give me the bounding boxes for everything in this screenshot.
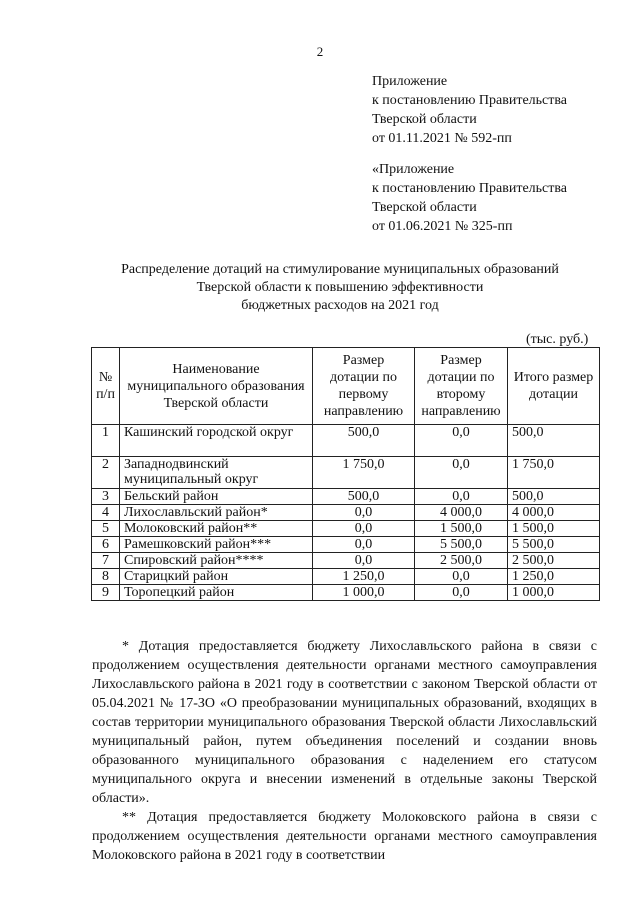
page-number: 2 (316, 44, 324, 59)
cell-second: 0,0 (415, 425, 508, 457)
cell-num: 3 (92, 489, 120, 505)
document-title (70, 261, 610, 315)
table-row (92, 489, 600, 505)
title-line: Тверской области к повышению эффективности (196, 280, 484, 295)
cell-total: 1 250,0 (508, 569, 600, 585)
cell-second: 2 500,0 (415, 553, 508, 569)
cell-first: 0,0 (313, 521, 415, 537)
cell-name: Кашинский городской округ (120, 425, 313, 457)
annex-original (372, 160, 567, 236)
table-row (92, 537, 600, 553)
table-row (92, 457, 600, 489)
annex-current (372, 72, 567, 148)
footnote-2: ** Дотация предоставляется бюджету Молоковского района в связи с продолжением осуществления деятельности органами местного самоуправления Молоковского района в 2021 году в соответствии (92, 810, 597, 863)
cell-total: 2 500,0 (508, 553, 600, 569)
annex-original-line: Тверской области (372, 200, 477, 215)
table-header-row (92, 348, 600, 425)
cell-num: 2 (92, 457, 120, 489)
table-row (92, 425, 600, 457)
cell-total: 1 750,0 (508, 457, 600, 489)
cell-total: 500,0 (508, 425, 600, 457)
cell-second: 0,0 (415, 569, 508, 585)
cell-first: 1 250,0 (313, 569, 415, 585)
header-num: № п/п (92, 348, 120, 425)
annex-current-line: к постановлению Правительства (372, 93, 568, 108)
table-row (92, 585, 600, 601)
cell-name: Западнодвинский муниципальный округ (120, 457, 313, 489)
annex-original-line: к постановлению Правительства (372, 181, 568, 196)
cell-name: Бельский район (120, 489, 313, 505)
header-total: Итого размер дотации (508, 348, 600, 425)
cell-num: 5 (92, 521, 120, 537)
cell-second: 0,0 (415, 585, 508, 601)
cell-second: 4 000,0 (415, 505, 508, 521)
cell-total: 5 500,0 (508, 537, 600, 553)
cell-first: 1 750,0 (313, 457, 415, 489)
annex-current-line: Приложение (372, 74, 448, 89)
header-first: Размер дотации по первому направлению (313, 348, 415, 425)
header-second: Размер дотации по второму направлению (415, 348, 508, 425)
cell-total: 4 000,0 (508, 505, 600, 521)
cell-name: Рамешковский район*** (120, 537, 313, 553)
annex-original-line: от 01.06.2021 № 325-пп (372, 219, 513, 234)
table-row (92, 569, 600, 585)
subsidy-table (91, 347, 600, 601)
cell-num: 1 (92, 425, 120, 457)
units-label: (тыс. руб.) (526, 332, 589, 347)
cell-name: Спировский район**** (120, 553, 313, 569)
cell-first: 1 000,0 (313, 585, 415, 601)
cell-num: 8 (92, 569, 120, 585)
cell-second: 0,0 (415, 489, 508, 505)
cell-second: 5 500,0 (415, 537, 508, 553)
cell-first: 0,0 (313, 505, 415, 521)
cell-num: 6 (92, 537, 120, 553)
cell-name: Лихославльский район* (120, 505, 313, 521)
annex-original-line: «Приложение (372, 162, 455, 177)
header-name: Наименование муниципального образования Тверской области (120, 348, 313, 425)
cell-second: 1 500,0 (415, 521, 508, 537)
cell-name: Торопецкий район (120, 585, 313, 601)
table-row (92, 521, 600, 537)
cell-num: 4 (92, 505, 120, 521)
footnote-1: * Дотация предоставляется бюджету Лихославльского района в связи с продолжением осуществления деятельности органами местного самоуправления Лихославльского района в 2021 году в соответствии с законом Тверской области от 05.04.2021 № 17-ЗО «О преобразовании муниципальных образований, входящих в состав территории муниципального образования Тверской области Лихославльский муниципальный район, путем объединения поселений и создании вновь образованного муниципального образования с наделением его статусом муниципального округа и внесении изменений в отдельные законы Тверской области». (92, 639, 597, 806)
cell-second: 0,0 (415, 457, 508, 489)
cell-num: 9 (92, 585, 120, 601)
cell-total: 500,0 (508, 489, 600, 505)
cell-first: 0,0 (313, 537, 415, 553)
annex-current-line: от 01.11.2021 № 592-пп (372, 131, 512, 146)
cell-name: Молоковский район** (120, 521, 313, 537)
cell-first: 500,0 (313, 489, 415, 505)
annex-current-line: Тверской области (372, 112, 477, 127)
title-line: Распределение дотаций на стимулирование муниципальных образований (121, 262, 559, 277)
cell-name: Старицкий район (120, 569, 313, 585)
cell-total: 1 500,0 (508, 521, 600, 537)
table-row (92, 505, 600, 521)
table-row (92, 553, 600, 569)
cell-first: 500,0 (313, 425, 415, 457)
cell-first: 0,0 (313, 553, 415, 569)
cell-num: 7 (92, 553, 120, 569)
title-line: бюджетных расходов на 2021 год (241, 298, 439, 313)
cell-total: 1 000,0 (508, 585, 600, 601)
footnotes (92, 637, 597, 865)
